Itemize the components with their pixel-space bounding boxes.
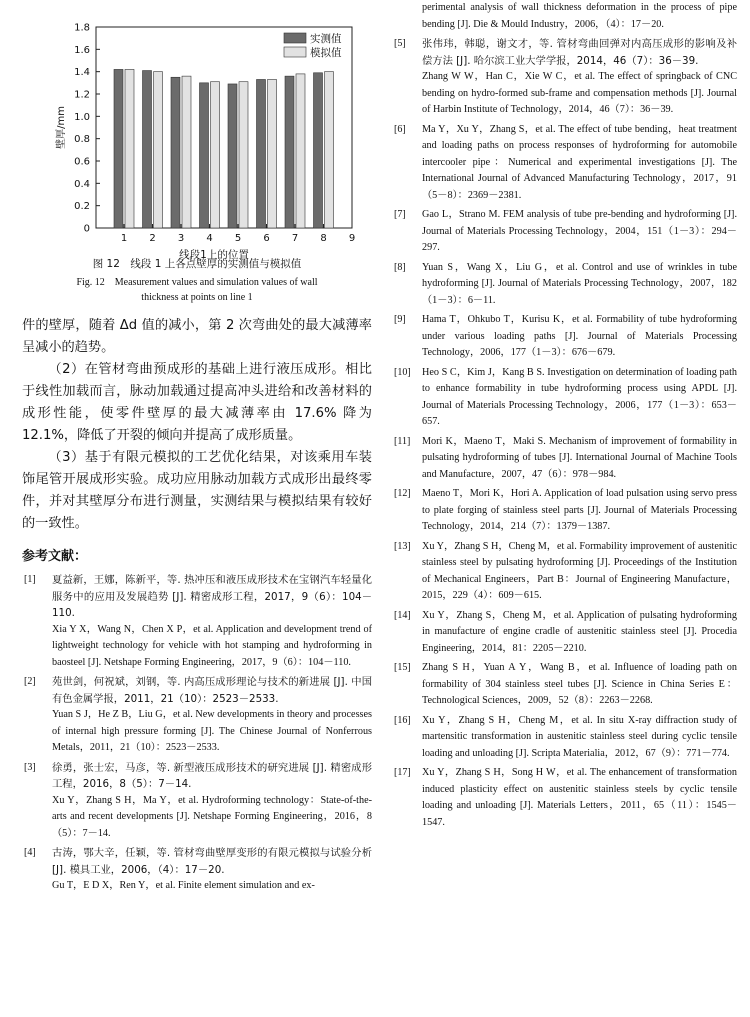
bar-series-1 <box>314 73 323 228</box>
reference-text-en: Hama T，Ohkubo T，Kurisu K，et al. Formability of tube hydroforming under various loading paths [J]. Journal of Materials Processing Technology，2006，177（1－3）：676－679. <box>422 314 737 358</box>
figure-caption-en-line2: thickness at points on line 1 <box>141 292 253 303</box>
reference-text-en: Yuan S，Wang X，Liu G，et al. Control and use of wrinkles in tube hydroforming [J]. Journal of Materials Processing Technology，2007，182（1－3）：6－11. <box>422 261 737 306</box>
references-right <box>392 0 737 831</box>
reference-number: [2] <box>24 676 36 687</box>
reference-number: [16] <box>394 714 411 726</box>
reference-number: [11] <box>394 435 411 447</box>
bar-series-1 <box>200 83 209 228</box>
reference-number: [4] <box>24 847 36 858</box>
legend-label: 模拟值 <box>310 47 342 59</box>
x-tick-label: 8 <box>320 233 327 244</box>
reference-number: [8] <box>394 261 406 273</box>
paragraph-1: 件的壁厚，随着 Δd 值的减小，第 2 次弯曲处的最大减薄率呈减小的趋势。 <box>22 318 372 355</box>
reference-number: [6] <box>394 123 406 135</box>
reference-number: [1] <box>24 574 36 585</box>
bar-series-1 <box>257 79 266 228</box>
reference-item <box>392 434 737 484</box>
figure-caption-en <box>22 275 372 305</box>
x-axis-label: 线段1上的位置 <box>179 249 249 261</box>
reference-text-en: Xu Y，Zhang S，Cheng M，et al. Application of pulsating hydroforming in manufacture of engine cradle of austenitic stainless steel [J]. Procedia Engineering，2014，81：2205－2210. <box>422 609 737 654</box>
y-tick-label: 0.2 <box>74 201 90 213</box>
figure-caption-cn: 图 12 线段 1 上各点壁厚的实测值与模拟值 <box>92 258 302 270</box>
reference-text-cn: 张伟玮，韩聪，谢文才，等. 管材弯曲回弹对内高压成形的影响及补偿方法 [J]. 哈尔滨工业大学学报，2014，46（7）：36－39. <box>422 38 737 67</box>
bar-series-2 <box>239 82 248 228</box>
y-tick-label: 1.4 <box>74 67 90 79</box>
reference-item <box>392 608 737 658</box>
reference-item <box>392 36 737 119</box>
reference-number: [10] <box>394 366 411 378</box>
reference-number: [15] <box>394 662 411 673</box>
reference-number: [7] <box>394 209 406 220</box>
y-tick-label: 0.8 <box>74 134 90 146</box>
bar-series-2 <box>268 79 277 228</box>
reference-item <box>392 260 737 310</box>
reference-number: [5] <box>394 38 406 49</box>
reference-number: [14] <box>394 609 411 621</box>
reference-text-en: perimental analysis of wall thickness deformation in the process of pipe bending [J]. Die & Mould Industry，2006，（4）：17－20. <box>422 2 737 30</box>
bar-series-2 <box>211 82 220 228</box>
legend-label: 实测值 <box>310 33 342 45</box>
reference-item <box>392 0 737 33</box>
reference-text-en: Xia Y X，Wang N，Chen X P，et al. Application and development trend of lightweight technology for vehicle with hot stamping and hydroforming in baosteel [J]. Netshape Forming Engineering，2017，9（6）：104－110. <box>52 623 372 668</box>
reference-item <box>22 572 372 671</box>
bar-series-2 <box>325 72 334 228</box>
reference-text-en: Ma Y，Xu Y，Zhang S，et al. The effect of tube bending，heat treatment and loading paths on process responses of hydroforming for automobile intercooler pipe：Numerical and experimental investigations [J]. The International Journal of Advanced Manufacturing Technology，2017，91（5－8）：2369－2381. <box>422 123 737 201</box>
reference-item <box>392 486 737 536</box>
paragraph-3: （3）基于有限元模拟的工艺优化结果，对该乘用车装饰尾管开展成形实验。成功应用脉动加载方式成形出最终零件，并对其壁厚分布进行测量，实测结果与模拟结果有较好的一致性。 <box>22 450 372 531</box>
reference-item <box>392 660 737 710</box>
bar-series-1 <box>171 77 180 228</box>
x-tick-label: 5 <box>234 233 242 244</box>
x-tick-label: 3 <box>177 233 185 244</box>
reference-text-en: Xu Y，Zhang S H，Song H W，et al. The enhancement of transformation induced plasticity effect on austenitic stainless steels by cyclic tensile loading and unloading [J]. Materials Letters，2011，65（11）：1545－1547. <box>422 767 737 828</box>
reference-text-en: Mori K，Maeno T，Maki S. Mechanism of improvement of formability in pulsating hydroforming of tubes [J]. International Journal of Machine Tools and Manufacture，2007，47（6）：978－984. <box>422 435 737 480</box>
reference-item <box>22 845 372 895</box>
bar-series-2 <box>296 74 305 228</box>
figure-12 <box>22 0 372 261</box>
bar-series-1 <box>114 69 123 228</box>
reference-item <box>392 122 737 205</box>
bar-chart <box>22 0 372 261</box>
reference-text-en: Maeno T，Mori K，Hori A. Application of load pulsation using servo press to plate forging of stainless steel parts [J]. Journal of Materials Processing Technology，2014，214（7）：1379－1387. <box>422 488 737 532</box>
x-tick-label: 7 <box>291 233 299 244</box>
reference-item <box>392 765 737 831</box>
bar-series-2 <box>182 76 191 228</box>
right-column <box>392 0 737 834</box>
bar-series-2 <box>125 69 134 228</box>
y-tick-label: 1.2 <box>74 89 90 101</box>
x-tick-label: 4 <box>206 233 213 244</box>
reference-text-en: Xu Y，Zhang S H，Cheng M，et al. Formability improvement of austenitic stainless steel by pulsating hydroforming [J]. Proceedings of the Institution of Mechanical Engineers，Part B：Journal of Engineering Manufacture，2015，229（4）：609－615. <box>422 540 737 601</box>
x-tick-label: 2 <box>149 233 156 244</box>
reference-number: [3] <box>24 761 36 773</box>
y-axis-label: 壁厚/mm <box>56 106 67 149</box>
legend-swatch <box>284 47 306 57</box>
references-left <box>22 572 372 895</box>
y-tick-label: 0.4 <box>74 178 90 190</box>
reference-number: [9] <box>394 314 406 325</box>
figure-caption-en-line1: Fig. 12 Measurement values and simulation values of wall <box>76 277 318 288</box>
reference-item <box>392 312 737 362</box>
reference-item <box>22 674 372 757</box>
paragraph-2: （2）在管材弯曲预成形的基础上进行液压成形。相比于线性加载而言，脉动加载通过提高冲头进给和改善材料的成形性能，使零件壁厚的最大减薄率由 17.6% 降为 12.1%，降低了开裂的倾向并提高了成形质量。 <box>22 362 372 443</box>
bar-series-1 <box>228 84 237 228</box>
y-tick-label: 1.6 <box>74 44 90 56</box>
y-tick-label: 0 <box>83 223 90 235</box>
reference-text-en: Zhang W W，Han C，Xie W C，et al. The effect of springback of CNC bending on hydro-formed sub-frame and compensation methods [J]. Journal of Harbin Institute of Technology，2014，46（7）：36－39. <box>422 71 737 115</box>
legend-swatch <box>284 33 306 43</box>
reference-text-cn: 苑世剑，何祝斌，刘钢，等. 内高压成形理论与技术的新进展 [J]. 中国有色金属学报，2011，21（10）：2523－2533. <box>52 676 372 705</box>
reference-number: [17] <box>394 767 411 778</box>
y-tick-label: 1.8 <box>74 22 90 34</box>
reference-text-en: Gao L，Strano M. FEM analysis of tube pre-bending and hydroforming [J]. Journal of Materials Processing Technology，2004，151（1－3）：294－297. <box>422 209 737 253</box>
reference-item <box>392 713 737 763</box>
reference-text-en: Yuan S J，He Z B，Liu G，et al. New developments in theory and processes of internal high pressure forming [J]. The Chinese Journal of Nonferrous Metals，2011，21（10）：2523－2533. <box>52 709 372 753</box>
y-tick-label: 1.0 <box>74 111 90 123</box>
x-tick-label: 6 <box>263 233 270 244</box>
reference-number: [12] <box>394 488 411 499</box>
reference-item <box>392 539 737 605</box>
reference-text-cn: 夏益新，王娜，陈新平，等. 热冲压和液压成形技术在宝钢汽车轻量化服务中的应用及发展趋势 [J]. 精密成形工程，2017，9（6）：104－110. <box>52 574 372 619</box>
reference-item <box>392 365 737 431</box>
x-tick-label: 1 <box>120 233 128 244</box>
y-tick-label: 0.6 <box>74 156 90 168</box>
x-tick-label: 9 <box>348 233 356 244</box>
reference-text-en: Zhang S H，Yuan A Y，Wang B，et al. Influence of loading path on formability of 304 stainless steel tubes [J]. Science in China Series E：Technological Sciences，2009，52（8）：2263－2268. <box>422 662 737 706</box>
reference-text-en: Xu Y，Zhang S H，Cheng M，et al. In situ X-ray diffraction study of martensitic transformation in austenitic stainless steel during cyclic tensile loading and unloading [J]. Scripta Materialia，2012，67（9）：771－774. <box>422 714 737 759</box>
reference-item <box>392 207 737 257</box>
reference-number: [13] <box>394 540 411 552</box>
reference-text-cn: 古涛，鄂大辛，任颖，等. 管材弯曲壁厚变形的有限元模拟与试验分析 [J]. 模具工业，2006，（4）：17－20. <box>52 847 372 876</box>
bar-series-1 <box>143 71 152 228</box>
reference-text-en: Gu T，E D X，Ren Y，et al. Finite element simulation and ex- <box>52 880 315 891</box>
reference-text-en: Xu Y，Zhang S H，Ma Y，et al. Hydroforming technology：State-of-the-arts and recent developments [J]. Netshape Forming Engineering，2016，8（5）：7－14. <box>52 794 372 839</box>
reference-text-cn: 徐勇，张士宏，马彦，等. 新型液压成形技术的研究进展 [J]. 精密成形工程，2016，8（5）：7－14. <box>52 761 372 790</box>
reference-item <box>22 760 372 843</box>
left-column <box>22 0 372 898</box>
references-title: 参考文献： <box>22 549 88 564</box>
bar-series-1 <box>285 76 294 228</box>
bar-series-2 <box>154 72 163 228</box>
reference-text-en: Heo S C，Kim J，Kang B S. Investigation on determination of loading path to enhance formability in tube hydroforming process using APDL [J]. Journal of Materials Processing Technology，2006，177（1－3）：653－657. <box>422 366 737 427</box>
